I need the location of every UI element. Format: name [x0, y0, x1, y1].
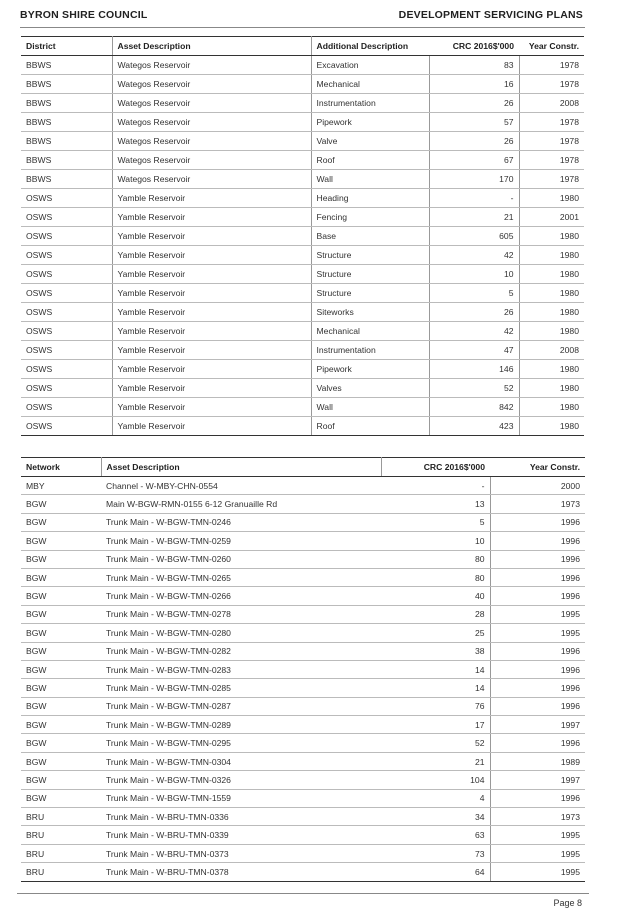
- column-header-asset-description: Asset Description: [101, 458, 381, 477]
- table-row: [21, 477, 585, 495]
- district-cell: BBWS: [21, 113, 112, 132]
- asset-description-cell: Trunk Main - W-BGW-TMN-0295: [101, 734, 381, 752]
- additional-description-cell: Roof: [311, 417, 429, 436]
- table-row: [21, 265, 584, 284]
- table-row: [21, 660, 585, 678]
- network-cell: BRU: [21, 808, 101, 826]
- crc-cell: 104: [381, 771, 490, 789]
- year-cell: 1973: [490, 808, 585, 826]
- table-row: [21, 151, 584, 170]
- asset-description-cell: Yamble Reservoir: [112, 246, 311, 265]
- crc-cell: -: [429, 189, 519, 208]
- year-cell: 2001: [519, 208, 584, 227]
- year-cell: 1996: [490, 587, 585, 605]
- crc-cell: 10: [429, 265, 519, 284]
- network-cell: BGW: [21, 752, 101, 770]
- asset-description-cell: Trunk Main - W-BGW-TMN-0287: [101, 697, 381, 715]
- crc-cell: 83: [429, 56, 519, 75]
- year-cell: 1980: [519, 284, 584, 303]
- year-cell: 1980: [519, 246, 584, 265]
- table-row: [21, 495, 585, 513]
- table-row: [21, 826, 585, 844]
- network-cell: BRU: [21, 844, 101, 862]
- year-cell: 1995: [490, 863, 585, 881]
- additional-description-cell: Siteworks: [311, 303, 429, 322]
- crc-cell: 42: [429, 246, 519, 265]
- network-mains-table: [21, 457, 585, 882]
- table-row: [21, 605, 585, 623]
- district-cell: OSWS: [21, 322, 112, 341]
- table-row: [21, 75, 584, 94]
- asset-description-cell: Yamble Reservoir: [112, 303, 311, 322]
- crc-cell: 21: [381, 752, 490, 770]
- network-cell: BGW: [21, 789, 101, 807]
- year-cell: 1995: [490, 624, 585, 642]
- asset-description-cell: Yamble Reservoir: [112, 208, 311, 227]
- crc-cell: 73: [381, 844, 490, 862]
- column-header-crc: CRC 2016$'000: [429, 37, 519, 56]
- network-cell: BGW: [21, 642, 101, 660]
- asset-description-cell: Trunk Main - W-BGW-TMN-0265: [101, 568, 381, 586]
- network-cell: BGW: [21, 660, 101, 678]
- table-row: [21, 398, 584, 417]
- document-title: DEVELOPMENT SERVICING PLANS: [398, 9, 583, 21]
- crc-cell: 38: [381, 642, 490, 660]
- additional-description-cell: Fencing: [311, 208, 429, 227]
- network-cell: BGW: [21, 697, 101, 715]
- table-row: [21, 56, 584, 75]
- additional-description-cell: Structure: [311, 284, 429, 303]
- crc-cell: 16: [429, 75, 519, 94]
- year-cell: 1996: [490, 679, 585, 697]
- district-cell: BBWS: [21, 151, 112, 170]
- year-cell: 1978: [519, 113, 584, 132]
- district-cell: OSWS: [21, 341, 112, 360]
- asset-description-cell: Trunk Main - W-BGW-TMN-0304: [101, 752, 381, 770]
- crc-cell: 842: [429, 398, 519, 417]
- district-cell: OSWS: [21, 208, 112, 227]
- asset-description-cell: Trunk Main - W-BRU-TMN-0373: [101, 844, 381, 862]
- year-cell: 1978: [519, 170, 584, 189]
- network-cell: BGW: [21, 734, 101, 752]
- district-cell: BBWS: [21, 170, 112, 189]
- crc-cell: 57: [429, 113, 519, 132]
- asset-description-cell: Trunk Main - W-BGW-TMN-0278: [101, 605, 381, 623]
- year-cell: 1996: [490, 734, 585, 752]
- table-row: [21, 132, 584, 151]
- asset-description-cell: Trunk Main - W-BGW-TMN-0246: [101, 513, 381, 531]
- crc-cell: 14: [381, 660, 490, 678]
- year-cell: 1995: [490, 844, 585, 862]
- table-row: [21, 246, 584, 265]
- table-row: [21, 170, 584, 189]
- additional-description-cell: Heading: [311, 189, 429, 208]
- additional-description-cell: Structure: [311, 265, 429, 284]
- asset-description-cell: Yamble Reservoir: [112, 322, 311, 341]
- table-row: [21, 568, 585, 586]
- table-row: [21, 789, 585, 807]
- column-header-crc: CRC 2016$'000: [381, 458, 490, 477]
- district-cell: OSWS: [21, 246, 112, 265]
- crc-cell: 5: [429, 284, 519, 303]
- organisation-name: BYRON SHIRE COUNCIL: [20, 9, 148, 21]
- table-row: [21, 379, 584, 398]
- table-row: [21, 113, 584, 132]
- district-cell: BBWS: [21, 56, 112, 75]
- asset-description-cell: Trunk Main - W-BGW-TMN-0259: [101, 532, 381, 550]
- year-cell: 2008: [519, 341, 584, 360]
- table-row: [21, 360, 584, 379]
- page-number: Page 8: [553, 898, 582, 908]
- table-row: [21, 679, 585, 697]
- crc-cell: 28: [381, 605, 490, 623]
- footer-divider: [17, 893, 589, 894]
- asset-description-cell: Main W-BGW-RMN-0155 6-12 Granuaille Rd: [101, 495, 381, 513]
- additional-description-cell: Mechanical: [311, 75, 429, 94]
- table-row: [21, 771, 585, 789]
- year-cell: 1997: [490, 771, 585, 789]
- additional-description-cell: Wall: [311, 398, 429, 417]
- asset-description-cell: Yamble Reservoir: [112, 284, 311, 303]
- column-header-year: Year Constr.: [519, 37, 584, 56]
- asset-description-cell: Yamble Reservoir: [112, 189, 311, 208]
- crc-cell: 423: [429, 417, 519, 436]
- additional-description-cell: Mechanical: [311, 322, 429, 341]
- additional-description-cell: Base: [311, 227, 429, 246]
- asset-description-cell: Yamble Reservoir: [112, 379, 311, 398]
- asset-description-cell: Wategos Reservoir: [112, 151, 311, 170]
- table-row: [21, 624, 585, 642]
- year-cell: 1980: [519, 265, 584, 284]
- column-header-asset-description: Asset Description: [112, 37, 311, 56]
- crc-cell: 14: [381, 679, 490, 697]
- asset-description-cell: Yamble Reservoir: [112, 227, 311, 246]
- network-cell: BGW: [21, 624, 101, 642]
- district-cell: BBWS: [21, 132, 112, 151]
- asset-description-cell: Wategos Reservoir: [112, 75, 311, 94]
- crc-cell: 25: [381, 624, 490, 642]
- crc-cell: 52: [381, 734, 490, 752]
- asset-description-cell: Trunk Main - W-BGW-TMN-0266: [101, 587, 381, 605]
- district-cell: BBWS: [21, 75, 112, 94]
- asset-description-cell: Channel - W-MBY-CHN-0554: [101, 477, 381, 495]
- additional-description-cell: Instrumentation: [311, 94, 429, 113]
- network-cell: BGW: [21, 679, 101, 697]
- crc-cell: 47: [429, 341, 519, 360]
- year-cell: 1996: [490, 550, 585, 568]
- year-cell: 1978: [519, 132, 584, 151]
- crc-cell: 64: [381, 863, 490, 881]
- additional-description-cell: Valves: [311, 379, 429, 398]
- crc-cell: 42: [429, 322, 519, 341]
- crc-cell: 52: [429, 379, 519, 398]
- crc-cell: 67: [429, 151, 519, 170]
- asset-description-cell: Yamble Reservoir: [112, 398, 311, 417]
- district-cell: OSWS: [21, 417, 112, 436]
- asset-description-cell: Trunk Main - W-BGW-TMN-0260: [101, 550, 381, 568]
- column-header-year: Year Constr.: [490, 458, 585, 477]
- network-cell: BGW: [21, 532, 101, 550]
- year-cell: 1996: [490, 660, 585, 678]
- crc-cell: 13: [381, 495, 490, 513]
- crc-cell: 170: [429, 170, 519, 189]
- year-cell: 1997: [490, 716, 585, 734]
- year-cell: 1980: [519, 322, 584, 341]
- crc-cell: 26: [429, 132, 519, 151]
- year-cell: 1996: [490, 789, 585, 807]
- year-cell: 1995: [490, 826, 585, 844]
- network-cell: BGW: [21, 550, 101, 568]
- network-cell: BRU: [21, 863, 101, 881]
- asset-description-cell: Trunk Main - W-BRU-TMN-0336: [101, 808, 381, 826]
- crc-cell: 26: [429, 303, 519, 322]
- year-cell: 1980: [519, 360, 584, 379]
- year-cell: 1978: [519, 151, 584, 170]
- crc-cell: 10: [381, 532, 490, 550]
- network-cell: BGW: [21, 716, 101, 734]
- year-cell: 1989: [490, 752, 585, 770]
- asset-description-cell: Trunk Main - W-BGW-TMN-0285: [101, 679, 381, 697]
- table-row: [21, 808, 585, 826]
- network-cell: BGW: [21, 771, 101, 789]
- crc-cell: 5: [381, 513, 490, 531]
- column-header-network: Network: [21, 458, 101, 477]
- year-cell: 1978: [519, 56, 584, 75]
- table-row: [21, 341, 584, 360]
- table-row: [21, 208, 584, 227]
- district-cell: BBWS: [21, 94, 112, 113]
- asset-description-cell: Trunk Main - W-BGW-TMN-0280: [101, 624, 381, 642]
- header-divider: [20, 27, 585, 28]
- asset-description-cell: Wategos Reservoir: [112, 113, 311, 132]
- table-row: [21, 587, 585, 605]
- table-header-row: [21, 458, 585, 477]
- table-row: [21, 752, 585, 770]
- table-row: [21, 844, 585, 862]
- district-cell: OSWS: [21, 379, 112, 398]
- crc-cell: 605: [429, 227, 519, 246]
- year-cell: 1996: [490, 532, 585, 550]
- district-cell: OSWS: [21, 360, 112, 379]
- asset-description-cell: Trunk Main - W-BGW-TMN-0283: [101, 660, 381, 678]
- year-cell: 1995: [490, 605, 585, 623]
- district-cell: OSWS: [21, 303, 112, 322]
- crc-cell: 76: [381, 697, 490, 715]
- network-cell: MBY: [21, 477, 101, 495]
- asset-description-cell: Wategos Reservoir: [112, 94, 311, 113]
- district-cell: OSWS: [21, 398, 112, 417]
- reservoir-assets-table: [21, 36, 584, 436]
- crc-cell: 21: [429, 208, 519, 227]
- additional-description-cell: Wall: [311, 170, 429, 189]
- table-row: [21, 863, 585, 881]
- asset-description-cell: Yamble Reservoir: [112, 417, 311, 436]
- additional-description-cell: Valve: [311, 132, 429, 151]
- year-cell: 1973: [490, 495, 585, 513]
- crc-cell: 146: [429, 360, 519, 379]
- column-header-district: District: [21, 37, 112, 56]
- crc-cell: 17: [381, 716, 490, 734]
- crc-cell: 80: [381, 550, 490, 568]
- year-cell: 1996: [490, 568, 585, 586]
- crc-cell: 80: [381, 568, 490, 586]
- table-row: [21, 697, 585, 715]
- asset-description-cell: Trunk Main - W-BGW-TMN-1559: [101, 789, 381, 807]
- district-cell: OSWS: [21, 227, 112, 246]
- asset-description-cell: Trunk Main - W-BRU-TMN-0339: [101, 826, 381, 844]
- table-row: [21, 189, 584, 208]
- table-row: [21, 227, 584, 246]
- table-row: [21, 513, 585, 531]
- district-cell: OSWS: [21, 189, 112, 208]
- table-header-row: [21, 37, 584, 56]
- network-cell: BGW: [21, 587, 101, 605]
- crc-cell: 26: [429, 94, 519, 113]
- additional-description-cell: Pipework: [311, 360, 429, 379]
- crc-cell: 4: [381, 789, 490, 807]
- district-cell: OSWS: [21, 265, 112, 284]
- crc-cell: -: [381, 477, 490, 495]
- year-cell: 1980: [519, 417, 584, 436]
- additional-description-cell: Excavation: [311, 56, 429, 75]
- crc-cell: 40: [381, 587, 490, 605]
- table-row: [21, 322, 584, 341]
- asset-description-cell: Trunk Main - W-BGW-TMN-0289: [101, 716, 381, 734]
- asset-description-cell: Wategos Reservoir: [112, 132, 311, 151]
- asset-description-cell: Trunk Main - W-BRU-TMN-0378: [101, 863, 381, 881]
- table-row: [21, 417, 584, 436]
- network-cell: BGW: [21, 568, 101, 586]
- network-cell: BGW: [21, 495, 101, 513]
- table-row: [21, 734, 585, 752]
- year-cell: 1980: [519, 227, 584, 246]
- year-cell: 1996: [490, 642, 585, 660]
- year-cell: 2008: [519, 94, 584, 113]
- year-cell: 1980: [519, 189, 584, 208]
- asset-description-cell: Yamble Reservoir: [112, 360, 311, 379]
- crc-cell: 63: [381, 826, 490, 844]
- table-row: [21, 532, 585, 550]
- table-row: [21, 303, 584, 322]
- network-cell: BGW: [21, 513, 101, 531]
- year-cell: 1980: [519, 303, 584, 322]
- asset-description-cell: Trunk Main - W-BGW-TMN-0326: [101, 771, 381, 789]
- asset-description-cell: Yamble Reservoir: [112, 341, 311, 360]
- table-row: [21, 642, 585, 660]
- table-row: [21, 716, 585, 734]
- year-cell: 1978: [519, 75, 584, 94]
- asset-description-cell: Trunk Main - W-BGW-TMN-0282: [101, 642, 381, 660]
- table-row: [21, 550, 585, 568]
- asset-description-cell: Wategos Reservoir: [112, 56, 311, 75]
- network-cell: BGW: [21, 605, 101, 623]
- network-cell: BRU: [21, 826, 101, 844]
- table-row: [21, 284, 584, 303]
- year-cell: 1996: [490, 697, 585, 715]
- year-cell: 1980: [519, 379, 584, 398]
- year-cell: 1980: [519, 398, 584, 417]
- additional-description-cell: Roof: [311, 151, 429, 170]
- year-cell: 2000: [490, 477, 585, 495]
- additional-description-cell: Structure: [311, 246, 429, 265]
- district-cell: OSWS: [21, 284, 112, 303]
- page-header: [20, 9, 583, 23]
- additional-description-cell: Instrumentation: [311, 341, 429, 360]
- column-header-additional-description: Additional Description: [311, 37, 429, 56]
- year-cell: 1996: [490, 513, 585, 531]
- additional-description-cell: Pipework: [311, 113, 429, 132]
- table-row: [21, 94, 584, 113]
- crc-cell: 34: [381, 808, 490, 826]
- asset-description-cell: Yamble Reservoir: [112, 265, 311, 284]
- asset-description-cell: Wategos Reservoir: [112, 170, 311, 189]
